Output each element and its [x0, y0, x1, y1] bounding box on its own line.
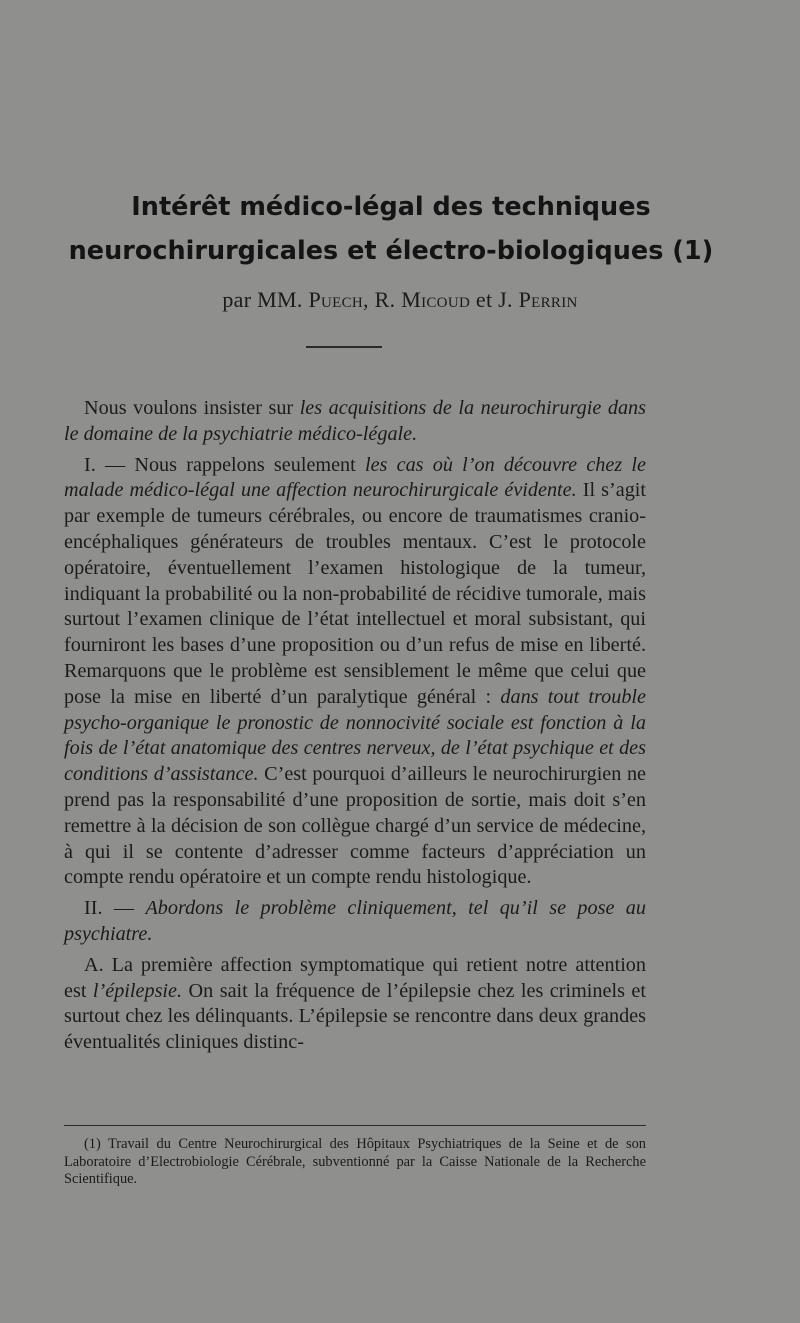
byline-separator-2: et J.	[470, 287, 519, 312]
byline-separator-1: , R.	[363, 287, 402, 312]
intro-emphasis: les acquisitions de la neurochirurgie dans le domaine de la psychiatrie médico-légale.	[64, 397, 647, 445]
section-1-text-2: C’est pourquoi d’ailleurs le neurochirurgien ne prend pas la responsabilité d’une proposition de sortie, mais doit s’en remettre à la décision de son collègue chargé d’un service de médecine, à qui il se contente d’adresser comme facteurs d’appréciation un compte rendu opératoire et un compte rendu histologique.	[64, 763, 647, 889]
paragraph-section-2a	[64, 953, 646, 1056]
paragraph-section-2	[64, 896, 646, 948]
article-title-line-1: Intérêt médico-légal des techniques	[131, 192, 651, 222]
intro-text: Nous voulons insister sur	[84, 397, 300, 419]
section-1-text: Il s’agit par exemple de tumeurs cérébrales, ou encore de traumatismes cranio-encéphaliques générateurs de troubles mentaux. C’est le protocole opératoire, éventuellement l’examen histologique de la tumeur, indiquant la probabilité ou la non-probabilité de récidive tumorale, mais surtout l’examen clinique de l’état intellectuel et moral subsistant, qui fourniront les bases d’une proposition ou d’un refus de mise en liberté. Remarquons que le problème est sensiblement le même que celui que pose la mise en liberté d’un paralytique général :	[64, 479, 647, 708]
section-2-heading: Abordons le problème cliniquement, tel qu’il se pose au psychiatre.	[64, 897, 646, 945]
byline-prefix: par MM.	[222, 287, 309, 312]
author-perrin: Perrin	[518, 287, 578, 312]
footnote-divider	[64, 1125, 646, 1126]
section-2a-text-2: On sait la fréquence de l’épilepsie chez les criminels et surtout chez les délinquants. L’épilepsie se rencontre dans deux grandes éventualités cliniques distinc-	[64, 979, 646, 1054]
title-divider	[306, 346, 382, 348]
author-puech: Puech	[308, 287, 364, 312]
section-1-emphasis-2: dans tout trouble psycho-organique le pronostic de nonnocivité sociale est fonction à la fois de l’état anatomique des centres nerveux, de l’état psychique et des conditions d’assistance.	[64, 685, 646, 786]
footnote: (1) Travail du Centre Neurochirurgical des Hôpitaux Psychiatriques de la Seine et de son Laboratoire d’Electrobiologie Cérébrale, subventionné par la Caisse Nationale de la Recherche Scientifique.	[64, 1136, 646, 1187]
section-2a-emphasis: l’épilepsie.	[92, 979, 183, 1002]
byline	[0, 287, 800, 313]
section-2-lead: II. —	[84, 897, 146, 920]
section-1-emphasis: les cas où l’on découvre chez le malade médico-légal une affection neurochirurgicale évidente.	[64, 453, 646, 502]
article-title-line-2: neurochirurgicales et électro-biologiques (1)	[68, 236, 714, 266]
section-2a-text: A. La première affection symptomatique qui retient notre attention est	[64, 953, 646, 1002]
article-body	[64, 396, 646, 1056]
author-micoud: Micoud	[401, 287, 471, 312]
paragraph-intro	[64, 396, 646, 448]
paragraph-section-1	[64, 453, 646, 892]
section-1-lead: I. — Nous rappelons seulement	[84, 453, 365, 476]
